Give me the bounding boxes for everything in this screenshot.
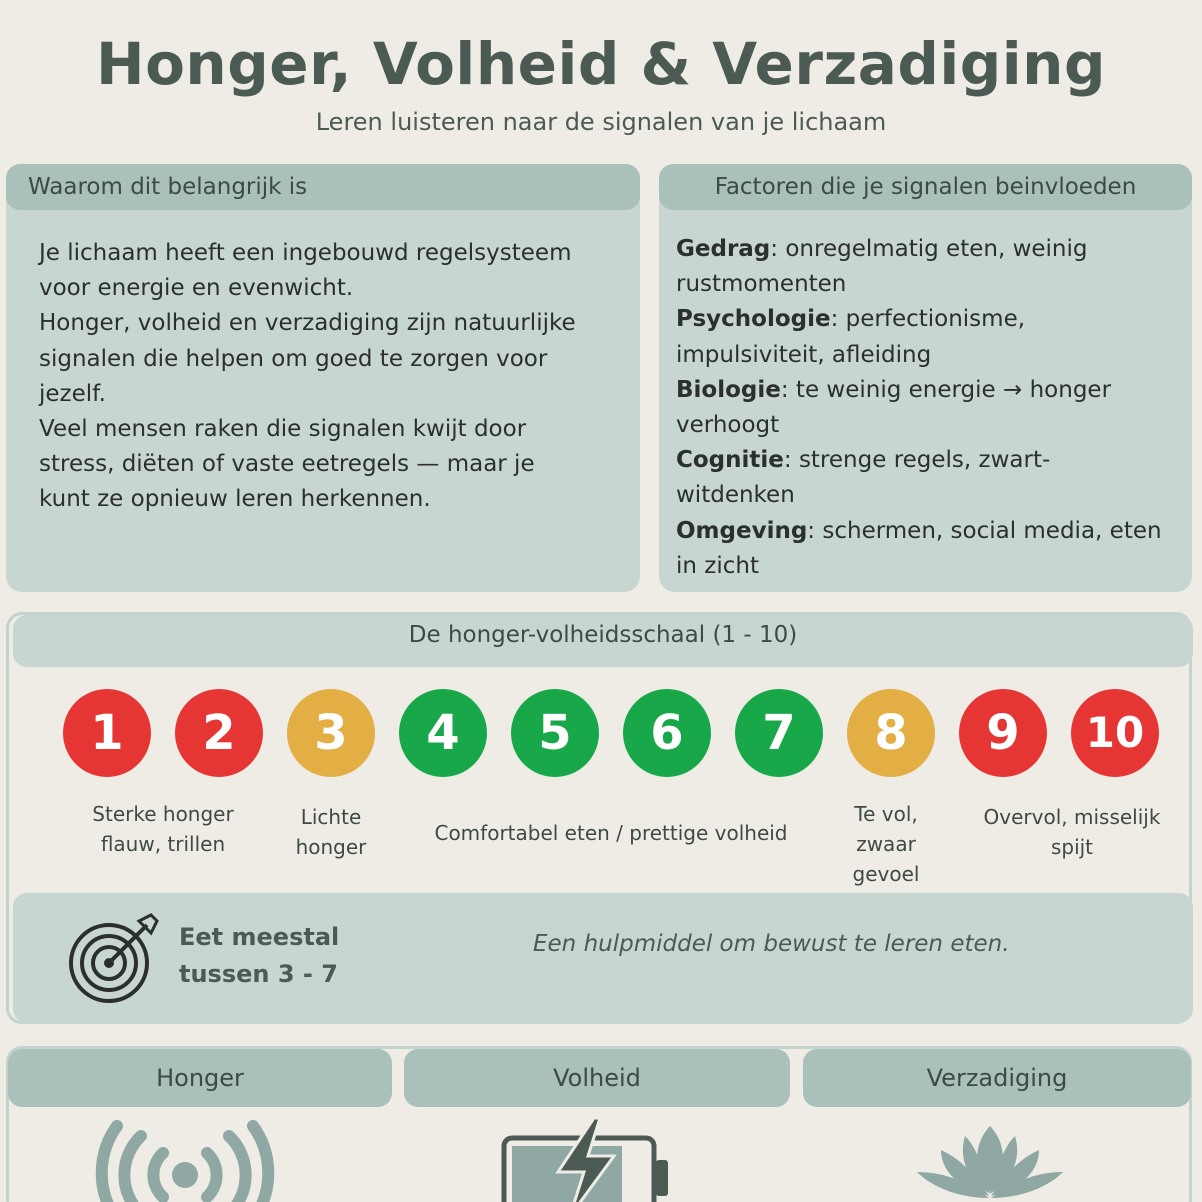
scale-circle-2: 2 [175,689,263,777]
factor-desc-cont: rustmomenten [676,271,847,298]
hunger-scale-section [6,612,1192,1024]
factor-desc: : schermen, social media, eten [807,517,1162,544]
battery-charging-icon [496,1116,676,1202]
factor-term: Psychologie [676,306,831,333]
label-strong-hunger [73,799,253,859]
label-line: zwaar [856,832,916,856]
label-line: spijt [1050,835,1094,859]
scale-circle-9: 9 [959,689,1047,777]
factor-desc: : perfectionisme, [830,306,1026,333]
factor-item [676,302,1181,372]
factor-item [676,373,1181,443]
tab-verzadiging: Verzadiging [803,1049,1191,1107]
tab-volheid: Volheid [404,1049,790,1107]
tip-text [179,919,419,993]
label-line: Overvol, misselijk [983,805,1161,829]
label-overfull [967,802,1177,862]
scale-circle-5: 5 [511,689,599,777]
scale-heading: De honger-volheidsschaal (1 - 10) [13,615,1193,667]
factor-item [676,514,1181,584]
factor-term: Gedrag [676,236,771,262]
factor-desc-cont: impulsiviteit, afleiding [676,341,932,368]
why-text [39,236,619,518]
factor-desc: : strenge regels, zwart- [783,447,1051,474]
label-comfortable: Comfortabel eten / prettige volheid [434,821,788,845]
why-line: Honger, volheid en verzadiging zijn natuurlijke [39,310,576,337]
label-line: honger [295,835,367,859]
scale-tip [13,893,1193,1023]
why-line: voor energie en evenwicht. [39,275,354,302]
factor-term: Biologie [676,376,781,403]
factor-item [676,443,1181,513]
factor-term: Omgeving [676,517,808,544]
factor-item [676,232,1181,302]
label-too-full [827,799,945,889]
why-heading: Waarom dit belangrijk is [6,164,640,210]
factor-desc-cont: in zicht [676,552,759,579]
scale-circle-10: 10 [1071,689,1159,777]
label-line: gevoel [852,862,920,886]
why-line: Je lichaam heeft een ingebouwd regelsysteem [39,240,572,266]
factor-term: Cognitie [676,447,784,474]
tip-line: Eet meestal [179,923,340,951]
scale-circle-8: 8 [847,689,935,777]
label-line: flauw, trillen [100,832,226,856]
tab-honger: Honger [8,1049,392,1107]
scale-circle-4: 4 [399,689,487,777]
why-line: Veel mensen raken die signalen kwijt door [39,416,527,443]
label-line: Sterke honger [92,802,234,826]
factor-desc: : onregelmatig eten, weinig [770,236,1088,262]
tip-note: Een hulpmiddel om bewust te leren eten. [533,931,1010,957]
label-line: Te vol, [854,802,918,826]
factor-desc: : te weinig energie → honger [780,376,1112,403]
label-line: Lichte [300,805,362,829]
label-light-hunger [271,802,391,862]
why-line: stress, diëten of vaste eetregels — maar je [39,451,535,478]
factor-desc-cont: witdenken [676,482,795,509]
why-line: jezelf. [39,380,106,407]
scale-circle-3: 3 [287,689,375,777]
why-line: signalen die helpen om goed te zorgen voor [39,345,548,372]
target-icon [65,911,161,1007]
lotus-icon [905,1122,1075,1202]
why-line: kunt ze opnieuw leren herkennen. [39,486,431,513]
page-subtitle: Leren luisteren naar de signalen van je lichaam [315,108,887,136]
why-panel [6,164,640,592]
factors-heading: Factoren die je signalen beinvloeden [659,164,1192,210]
signal-icon [85,1120,285,1202]
scale-circle-6: 6 [623,689,711,777]
scale-circle-1: 1 [63,689,151,777]
factor-desc-cont: verhoogt [676,412,780,439]
scale-circle-7: 7 [735,689,823,777]
factors-panel [659,164,1192,592]
page-title: Honger, Volheid & Verzadiging [96,30,1106,98]
tip-line: tussen 3 - 7 [179,960,338,988]
factors-list [676,232,1181,584]
